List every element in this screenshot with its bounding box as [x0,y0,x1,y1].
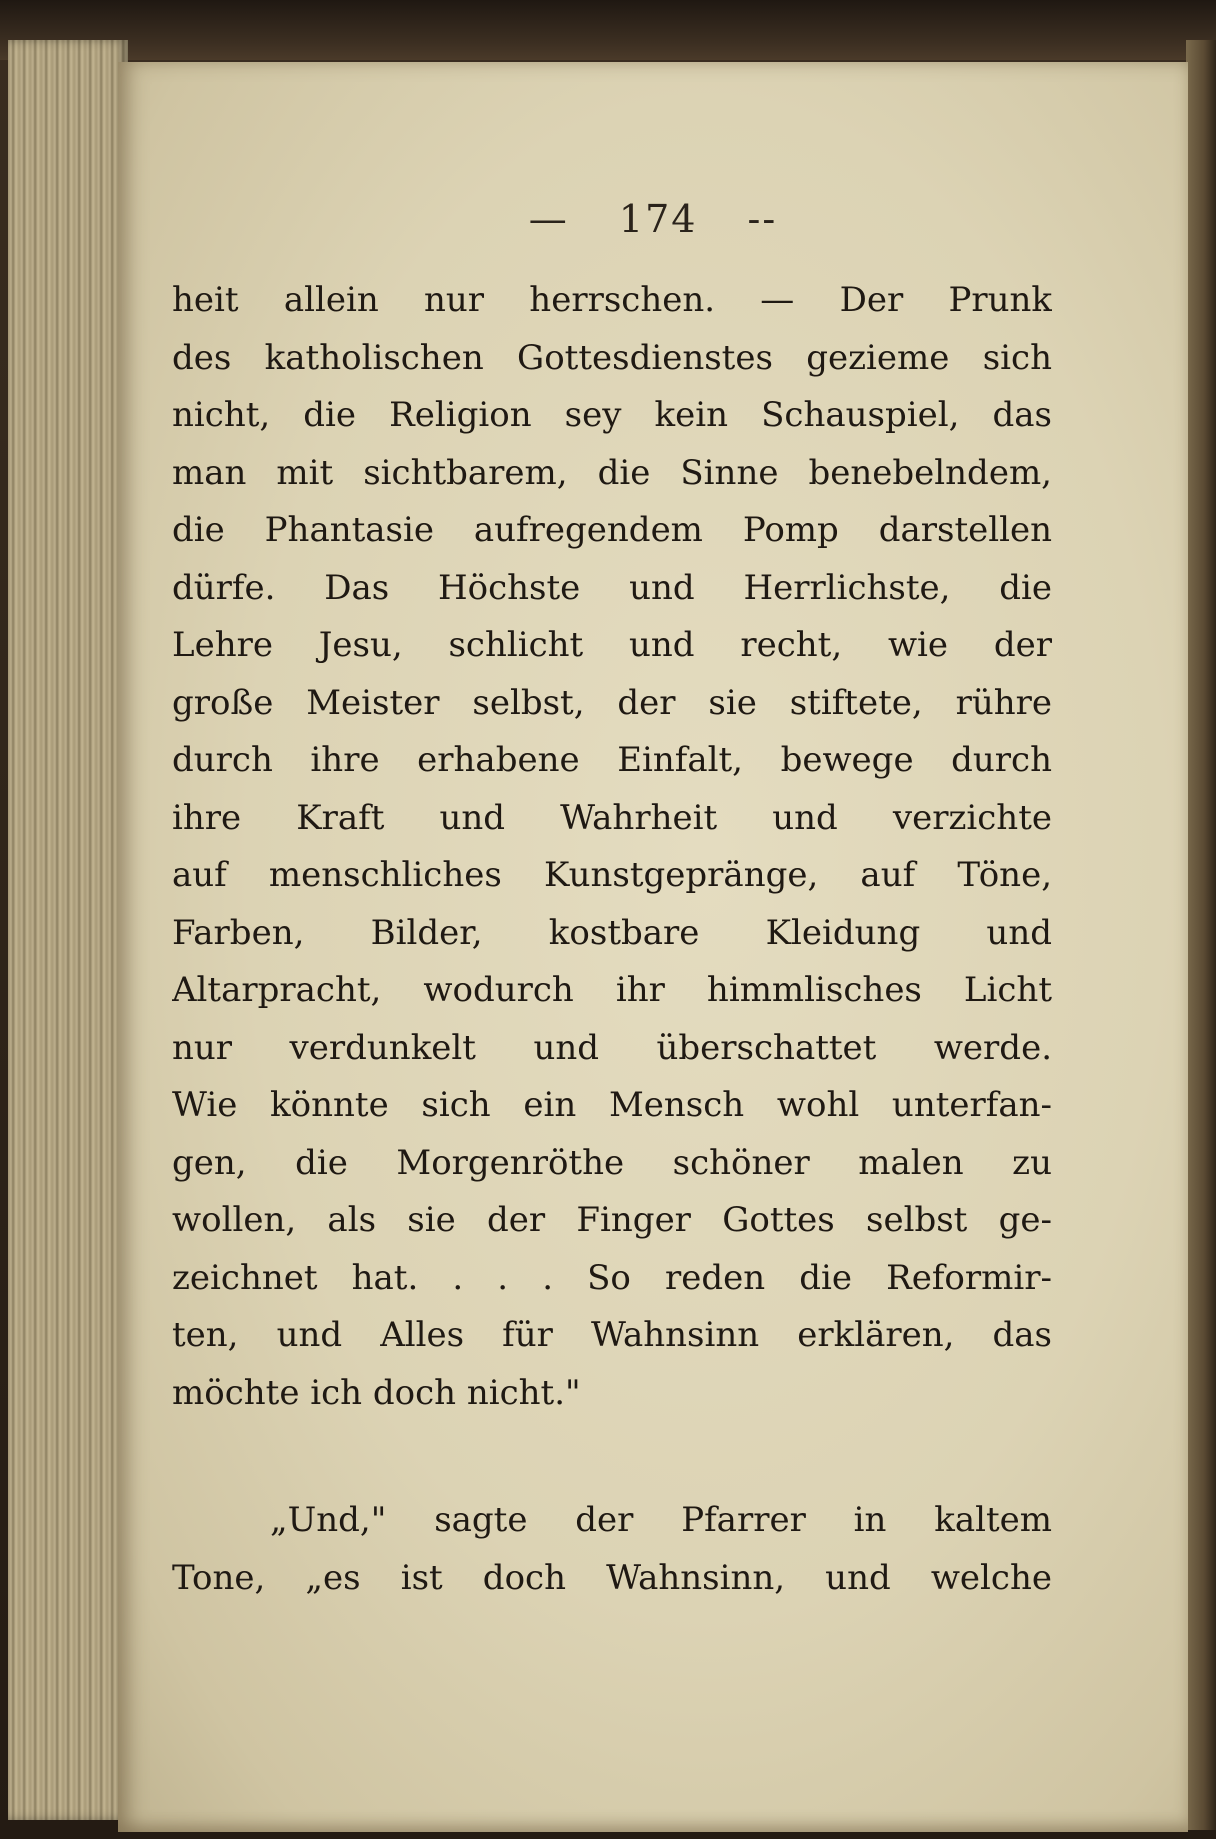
text-line: man mit sichtbarem, die Sinne benebelndem, [172,452,1052,493]
header-dash-right: -- [747,197,778,241]
text-line: wollen, als sie der Finger Gottes selbst ge- [172,1200,1052,1240]
text-line: „Und," sagte der Pfarrer in kaltem [270,1500,1052,1540]
body-text [172,272,1052,1607]
text-line: ten, und Alles für Wahnsinn erklären, das [172,1315,1052,1355]
page-stack [8,40,128,1820]
text-line: große Meister selbst, der sie stiftete, rühre [172,682,1052,723]
text-line: heit allein nur herrschen. — Der Prunk [172,280,1052,320]
text-line: Tone, „es ist doch Wahnsinn, und welche [172,1557,1052,1598]
page-number: 174 [618,197,698,241]
text-line: gen, die Morgenröthe schöner malen zu [172,1142,1052,1183]
text-line: nicht, die Religion sey kein Schauspiel, das [172,395,1052,435]
text-line: zeichnet hat. . . . So reden die Reformir- [172,1257,1052,1298]
text-line: dürfe. Das Höchste und Herrlichste, die [172,567,1052,608]
text-line: Lehre Jesu, schlicht und recht, wie der [172,625,1052,665]
text-line: des katholischen Gottesdienstes gezieme sich [172,337,1052,378]
text-line: ihre Kraft und Wahrheit und verzichte [172,797,1052,838]
text-line: durch ihre erhabene Einfalt, bewege durch [172,740,1052,780]
book-cover-edge [0,0,1216,60]
page-header [118,197,1188,241]
text-line: nur verdunkelt und überschattet werde. [172,1027,1052,1068]
text-line: die Phantasie aufregendem Pomp darstellen [172,510,1052,550]
text-line: Altarpracht, wodurch ihr himmlisches Licht [172,970,1052,1010]
text-line: auf menschliches Kunstgepränge, auf Töne, [172,855,1052,895]
header-dash-left: — [528,197,569,241]
text-line: Wie könnte sich ein Mensch wohl unterfan- [172,1085,1052,1125]
paragraph-gap [172,1422,1052,1492]
book-right-edge [1186,40,1216,1830]
text-line: möchte ich doch nicht." [172,1372,581,1413]
text-line: Farben, Bilder, kostbare Kleidung und [172,912,1052,953]
